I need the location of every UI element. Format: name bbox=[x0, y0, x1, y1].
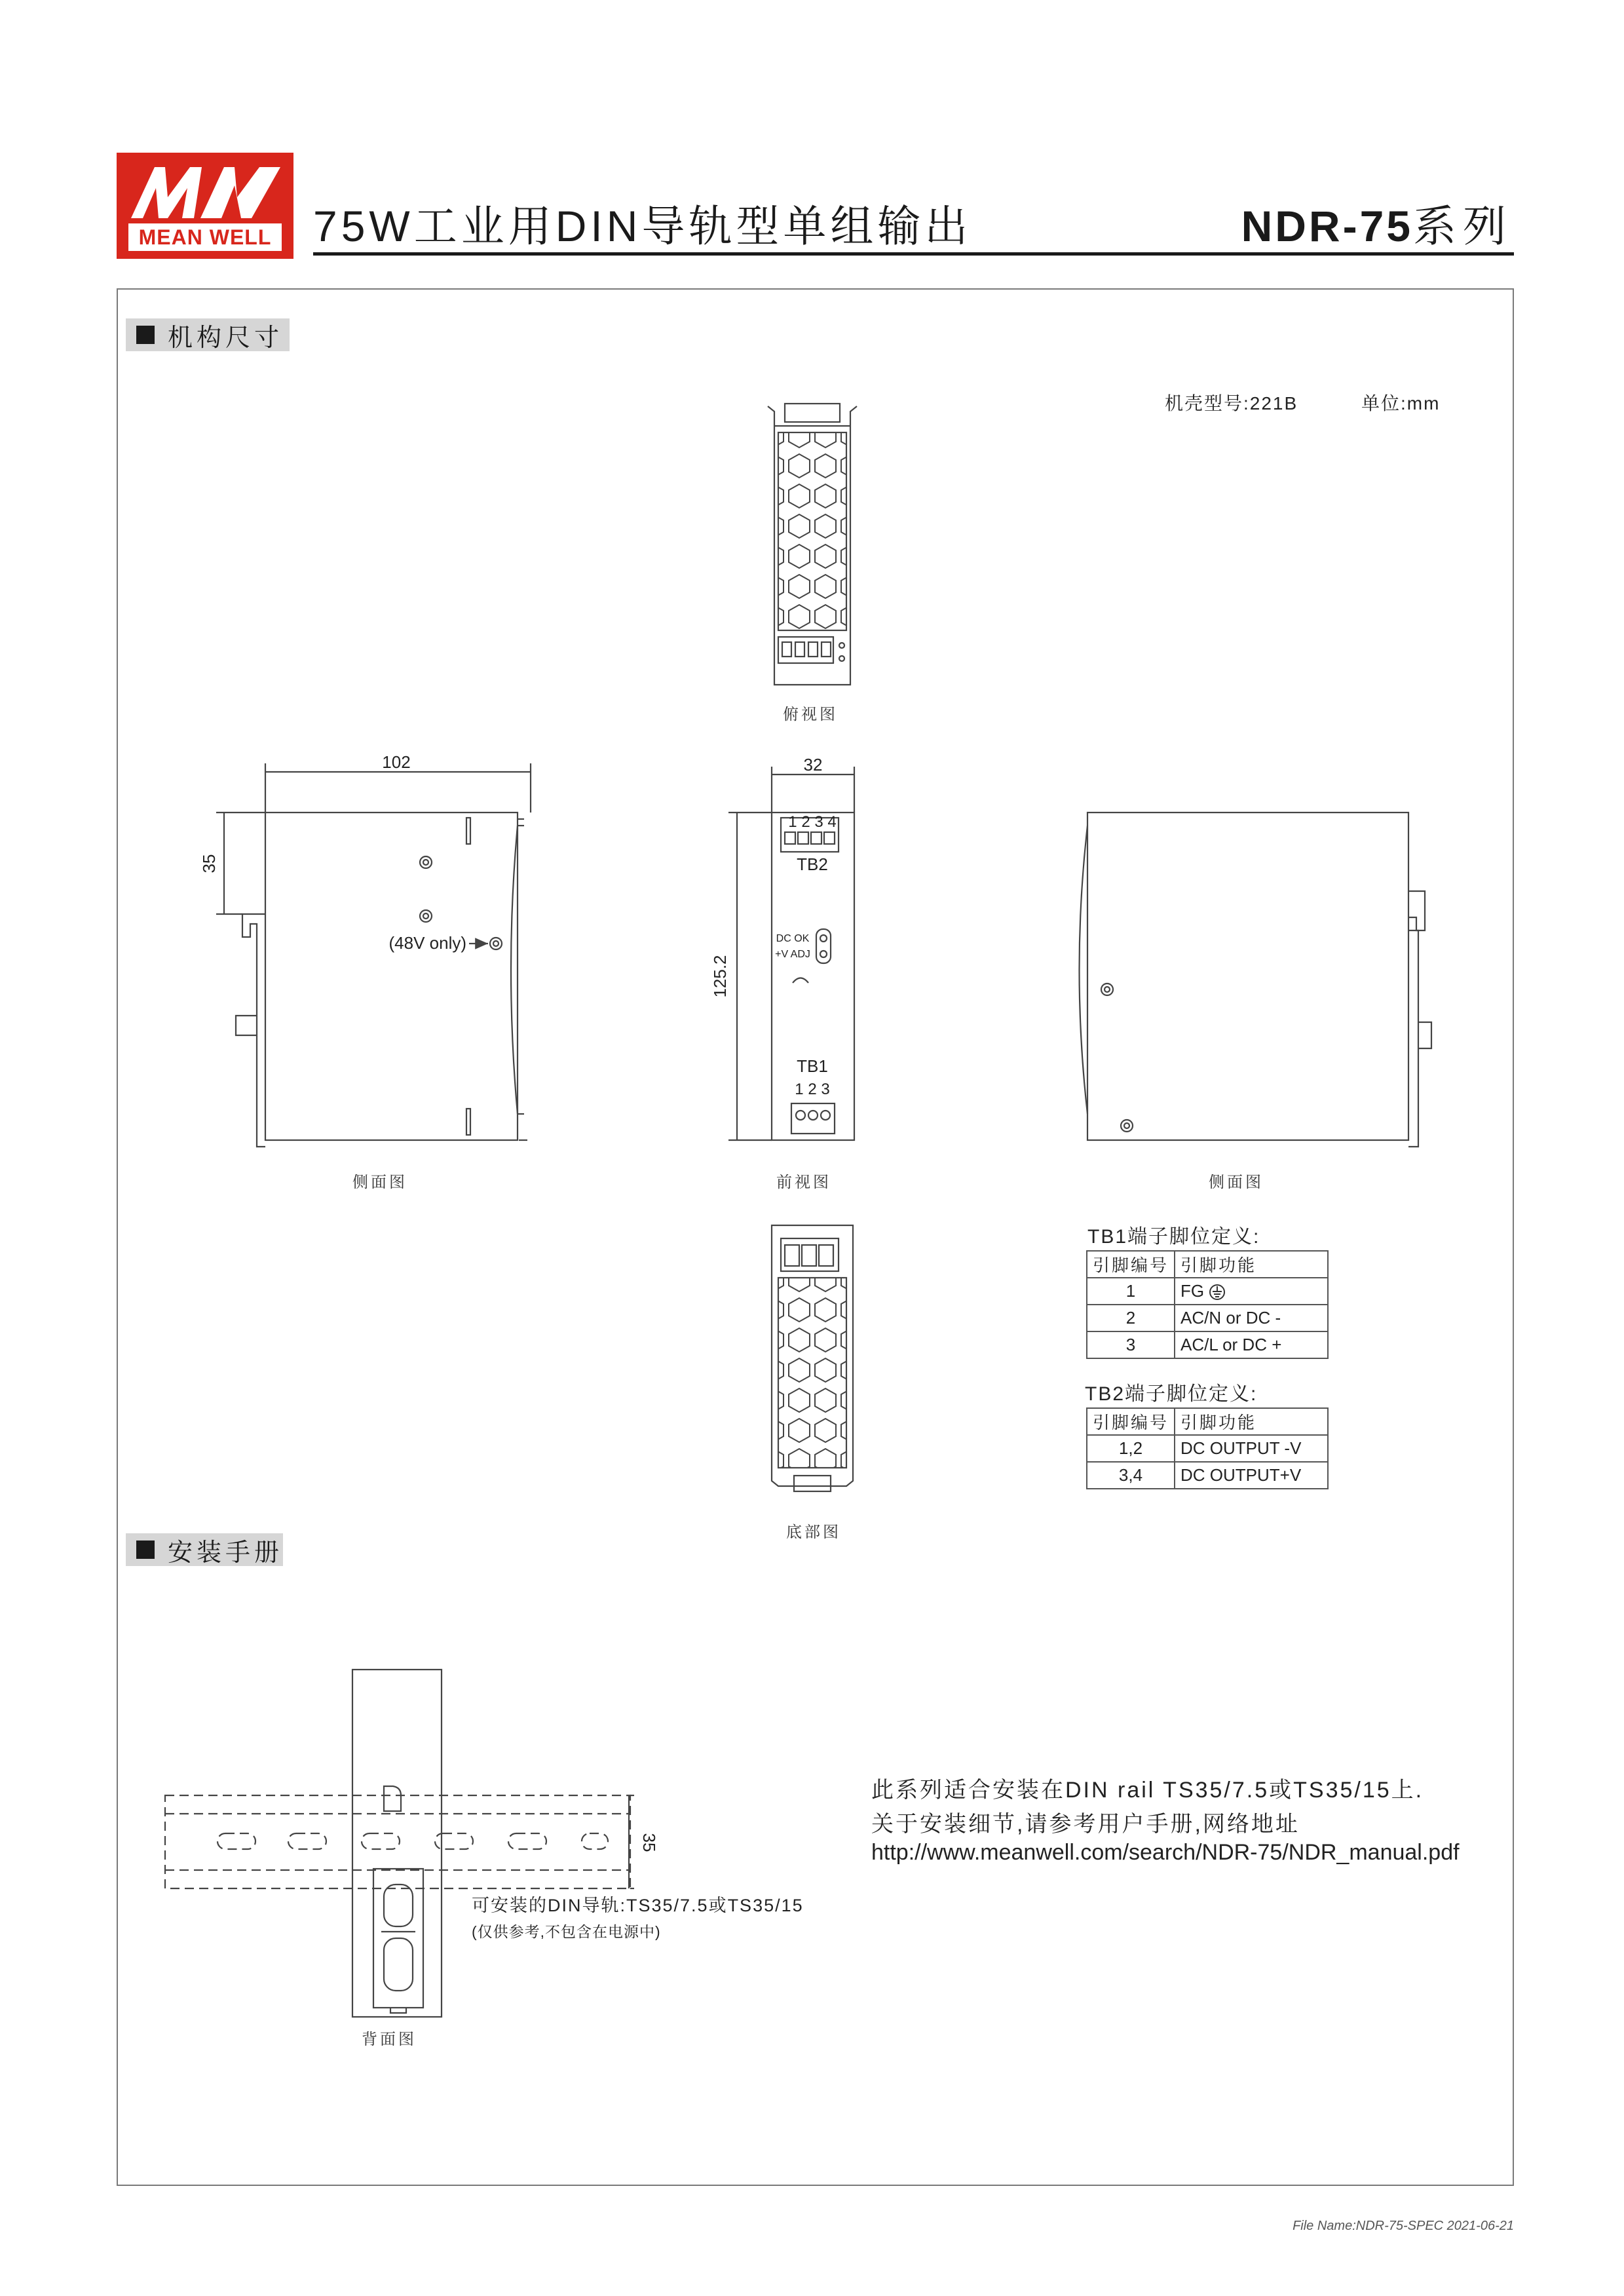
dim-rail-height: 35 bbox=[639, 1833, 659, 1852]
label-tb1-pins: 1 2 3 bbox=[795, 1081, 830, 1098]
column-header: 引脚功能 bbox=[1175, 1251, 1328, 1278]
label-48v-only: (48V only) bbox=[388, 933, 466, 953]
pin-number: 1,2 bbox=[1087, 1435, 1175, 1462]
install-desc-line2: 关于安装细节,请参考用户手册,网络地址 bbox=[871, 1812, 1300, 1837]
tb2-table-title: TB2端子脚位定义: bbox=[1085, 1383, 1258, 1405]
install-desc-line1: 此系列适合安装在DIN rail TS35/7.5或TS35/15上. bbox=[871, 1778, 1424, 1803]
caption-bottom-view: 底部图 bbox=[786, 1523, 841, 1541]
caption-front-view: 前视图 bbox=[776, 1173, 831, 1191]
section-mechanical-title: 机构尺寸 bbox=[168, 322, 284, 352]
document-title: 75W工业用DIN导轨型单组输出 bbox=[313, 202, 972, 250]
pin-number: 3,4 bbox=[1087, 1462, 1175, 1489]
tb1-table-title: TB1端子脚位定义: bbox=[1087, 1226, 1260, 1248]
model-number: NDR-75 bbox=[1241, 202, 1413, 250]
case-number: 机壳型号:221B bbox=[1165, 393, 1298, 413]
label-v-adj: +V ADJ bbox=[775, 949, 810, 960]
column-header: 引脚编号 bbox=[1087, 1251, 1175, 1278]
unit-label: 单位:mm bbox=[1361, 393, 1441, 413]
pin-function: DC OUTPUT+V bbox=[1175, 1462, 1328, 1489]
pin-function: DC OUTPUT -V bbox=[1175, 1435, 1328, 1462]
caption-right-side-view: 侧面图 bbox=[1209, 1173, 1264, 1191]
rail-note: (仅供参考,不包含在电源中) bbox=[472, 1923, 661, 1940]
section-installation-title: 安装手册 bbox=[168, 1537, 284, 1567]
pin-function-text: FG bbox=[1180, 1281, 1205, 1301]
caption-top-view: 俯视图 bbox=[783, 705, 838, 723]
pin-function: AC/N or DC - bbox=[1175, 1305, 1328, 1331]
pin-number: 1 bbox=[1087, 1278, 1175, 1305]
label-tb2: TB2 bbox=[797, 854, 828, 874]
dim-front-width: 32 bbox=[803, 755, 823, 775]
dim-side-height: 35 bbox=[199, 854, 219, 873]
label-dc-ok: DC OK bbox=[776, 933, 810, 944]
pin-number: 3 bbox=[1087, 1331, 1175, 1358]
caption-left-side-view: 侧面图 bbox=[352, 1173, 407, 1191]
dim-side-width: 102 bbox=[382, 752, 411, 772]
pin-number: 2 bbox=[1087, 1305, 1175, 1331]
footer-file-name: File Name:NDR-75-SPEC 2021-06-21 bbox=[1293, 2219, 1514, 2233]
caption-back-view: 背面图 bbox=[362, 2030, 417, 2048]
model-series-suffix: 系列 bbox=[1413, 202, 1513, 250]
label-tb2-pins: 1 2 3 4 bbox=[788, 813, 837, 831]
column-header: 引脚功能 bbox=[1175, 1408, 1328, 1435]
dim-front-height: 125.2 bbox=[710, 955, 730, 998]
pin-function: AC/L or DC + bbox=[1175, 1331, 1328, 1358]
label-tb1: TB1 bbox=[797, 1056, 828, 1076]
column-header: 引脚编号 bbox=[1087, 1408, 1175, 1435]
manual-url-link[interactable]: http://www.meanwell.com/search/NDR-75/NDR_manual.pdf bbox=[871, 1840, 1460, 1865]
logo-text: MEAN WELL bbox=[128, 223, 282, 251]
rail-caption: 可安装的DIN导轨:TS35/7.5或TS35/15 bbox=[472, 1896, 804, 1915]
